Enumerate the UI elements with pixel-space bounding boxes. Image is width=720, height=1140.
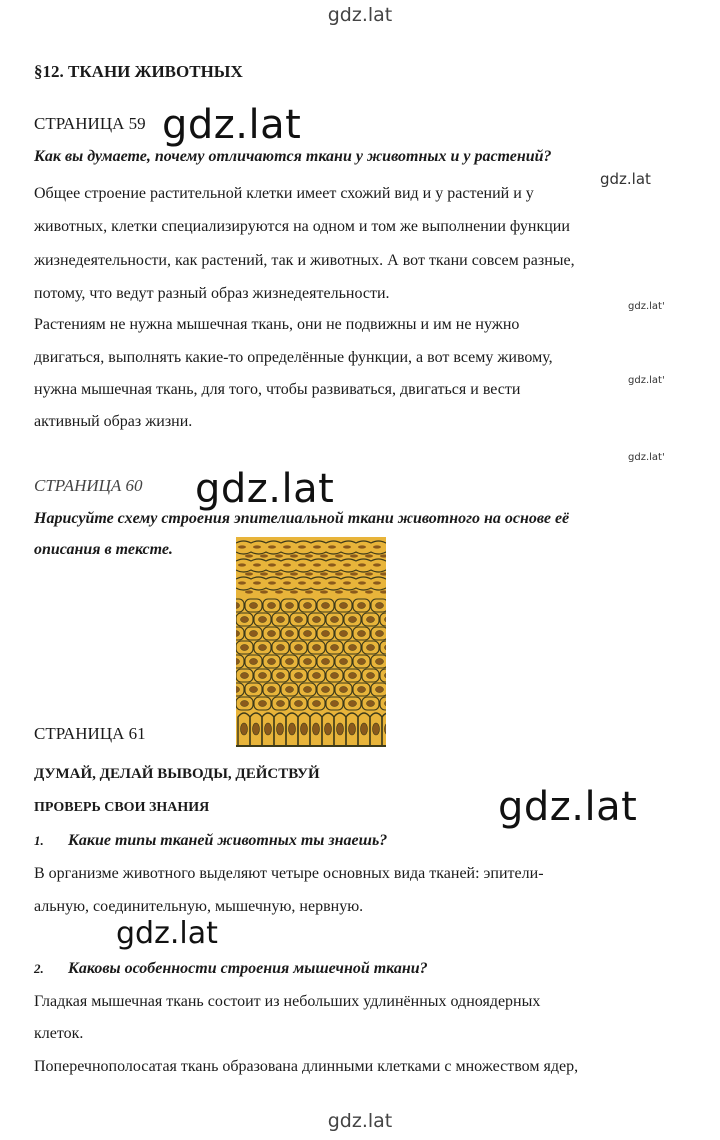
question-2 (34, 960, 428, 978)
answer-line: потому, что ведут разный образ жизнедеятельности. (34, 285, 390, 302)
page-label-60: СТРАНИЦА 60 (34, 476, 143, 495)
question-60-line: описания в тексте. (34, 541, 173, 558)
watermark-top: gdz.lat (327, 4, 393, 26)
answer-line: Поперечнополосатая ткань образована длинными клетками с множеством ядер, (34, 1058, 579, 1075)
watermark-bottom: gdz.lat (327, 1110, 393, 1132)
question-number: 2. (34, 961, 44, 976)
page-label-61: СТРАНИЦА 61 (34, 724, 146, 743)
question-number: 1. (34, 833, 44, 848)
heading-think: ДУМАЙ, ДЕЛАЙ ВЫВОДЫ, ДЕЙСТВУЙ (34, 766, 320, 782)
watermark: gdz.lat (195, 466, 335, 512)
answer-line: активный образ жизни. (34, 413, 193, 430)
watermark: gdz.lat' (628, 375, 665, 386)
page-label-59: СТРАНИЦА 59 (34, 114, 146, 133)
question-59: Как вы думаете, почему отличаются ткани у животных и у растений? (34, 148, 552, 165)
answer-line: нужна мышечная ткань, для того, чтобы развиваться, двигаться и вести (34, 381, 521, 398)
answer-line: животных, клетки специализируются на одном и том же выполнении функции (34, 218, 570, 235)
page-title: §12. ТКАНИ ЖИВОТНЫХ (34, 62, 243, 81)
answer-line: двигаться, выполнять какие-то определённые функции, а вот всему живому, (34, 349, 553, 366)
question-text: Какие типы тканей животных ты знаешь? (68, 832, 388, 849)
watermark: gdz.lat' (628, 301, 665, 312)
answer-line: Растениям не нужна мышечная ткань, они не подвижны и им не нужно (34, 316, 520, 333)
watermark: gdz.lat (600, 170, 651, 188)
watermark: gdz.lat (498, 784, 638, 830)
answer-line: клеток. (34, 1025, 84, 1042)
answer-line: альную, соединительную, мышечную, нервную. (34, 898, 364, 915)
answer-line: В организме животного выделяют четыре основных вида тканей: эпители- (34, 865, 544, 882)
answer-line: Гладкая мышечная ткань состоит из небольших удлинённых одноядерных (34, 993, 541, 1010)
watermark: gdz.lat' (628, 452, 665, 463)
watermark: gdz.lat (116, 916, 218, 951)
heading-check: ПРОВЕРЬ СВОИ ЗНАНИЯ (34, 800, 210, 815)
question-text: Каковы особенности строения мышечной ткани? (68, 960, 428, 977)
question-1 (34, 832, 387, 850)
watermark: gdz.lat (162, 102, 302, 148)
question-60-line: Нарисуйте схему строения эпителиальной ткани животного на основе её (34, 510, 570, 527)
answer-line: жизнедеятельности, как растений, так и животных. А вот ткани совсем разные, (34, 252, 575, 269)
epithelial-tissue-drawing (236, 537, 386, 747)
answer-line: Общее строение растительной клетки имеет схожий вид и у растений и у (34, 185, 534, 202)
